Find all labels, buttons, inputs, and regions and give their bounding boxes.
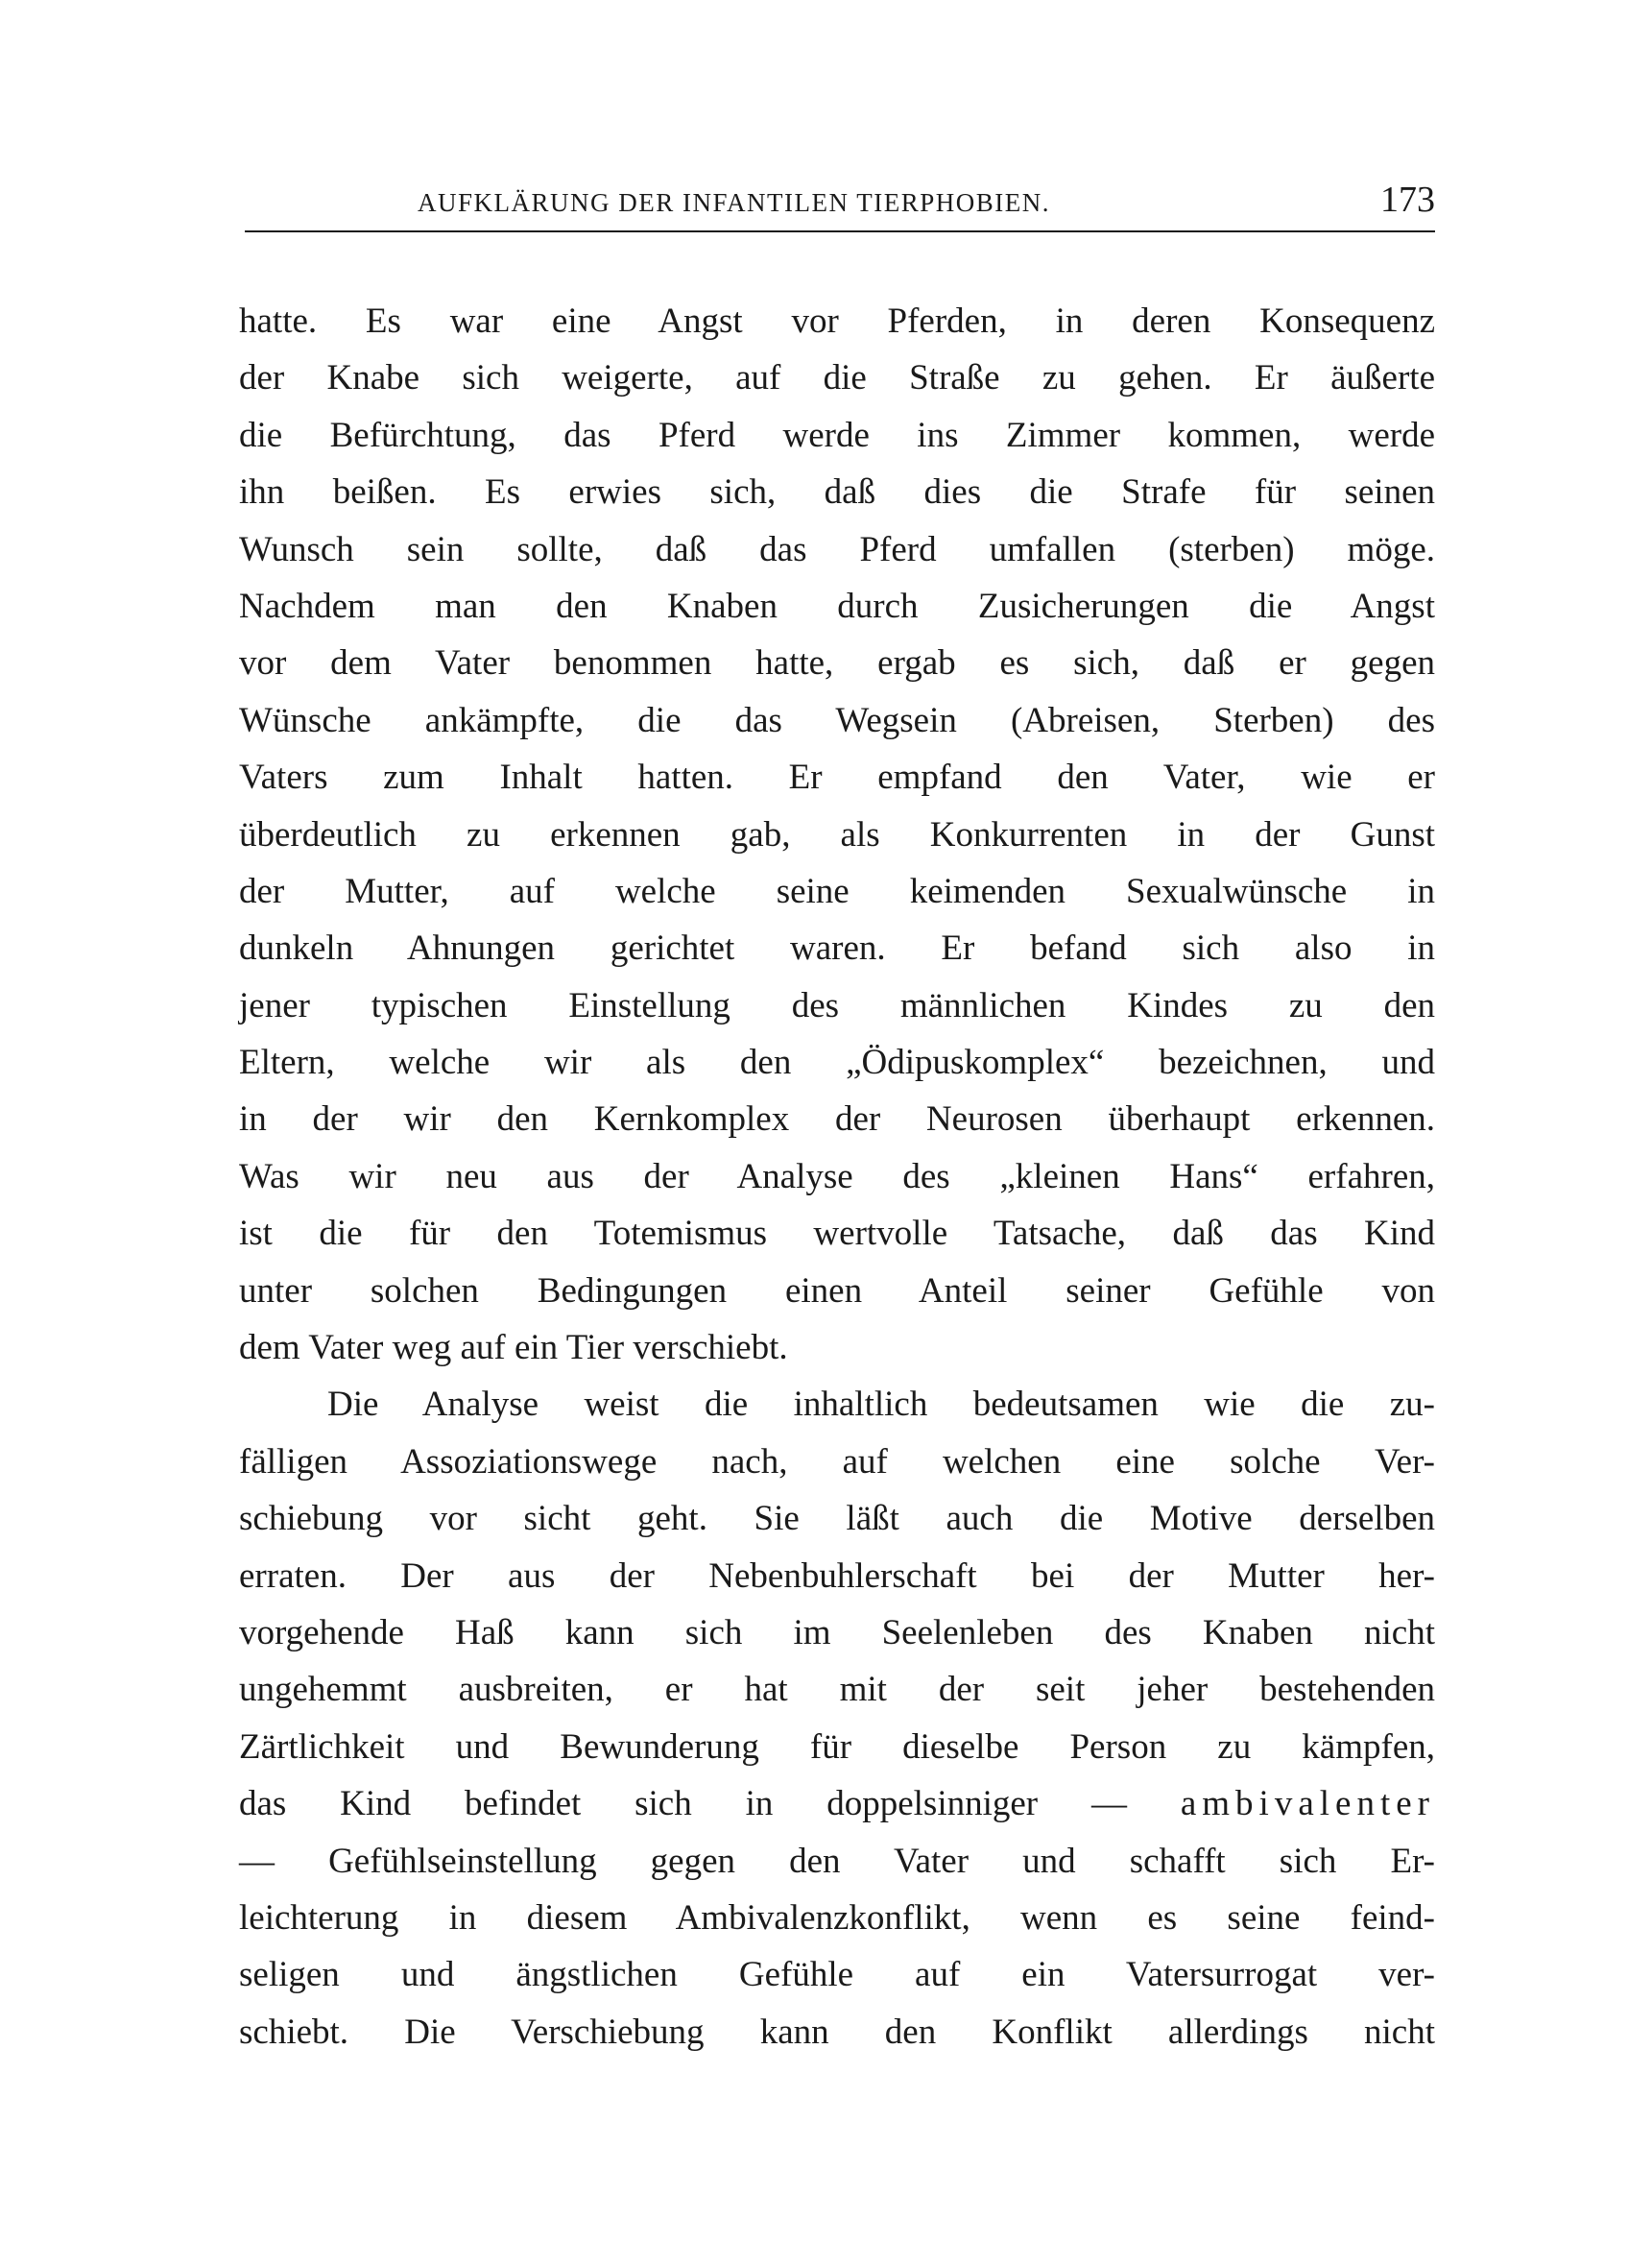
text-line: vorgehende Haß kann sich im Seelenleben des Knaben nicht: [239, 1612, 1435, 1652]
text-line: seligen und ängstlichen Gefühle auf ein Vatersurrogat ver-: [239, 1955, 1435, 1995]
text-line: jener typischen Einstellung des männlichen Kindes zu den: [239, 985, 1435, 1025]
running-title: AUFKLÄRUNG DER INFANTILEN TIERPHOBIEN.: [418, 188, 1050, 217]
text-line: vor dem Vater benommen hatte, ergab es sich, daß er gegen: [239, 643, 1435, 684]
text-line: Nachdem man den Knaben durch Zusicherungen die Angst: [239, 586, 1435, 626]
text-line: Eltern, welche wir als den „Ödipuskomplex“ bezeichnen, und: [239, 1043, 1435, 1083]
emphasized-word: ambivalenter: [1180, 1784, 1435, 1824]
text-line-paragraph-end: dem Vater weg auf ein Tier verschiebt.: [239, 1328, 788, 1368]
text-line: ungehemmt ausbreiten, er hat mit der seit jeher bestehenden: [239, 1670, 1435, 1710]
text-line: überdeutlich zu erkennen gab, als Konkurrenten in der Gunst: [239, 814, 1435, 855]
text-line: hatte. Es war eine Angst vor Pferden, in deren Konsequenz: [239, 301, 1435, 341]
text-line: ihn beißen. Es erwies sich, daß dies die Strafe für seinen: [239, 472, 1435, 513]
text-line: Wunsch sein sollte, daß das Pferd umfallen (sterben) möge.: [239, 529, 1435, 569]
text-line: Vaters zum Inhalt hatten. Er empfand den Vater, wie er: [239, 758, 1435, 798]
text-line: Zärtlichkeit und Bewunderung für dieselbe Person zu kämpfen,: [239, 1726, 1435, 1767]
page-number: 173: [1380, 180, 1435, 220]
text-line: ist die für den Totemismus wertvolle Tatsache, daß das Kind: [239, 1214, 1435, 1254]
header-rule: [245, 230, 1435, 232]
text-line: — Gefühlseinstellung gegen den Vater und schafft sich Er-: [239, 1841, 1435, 1881]
text-line: leichterung in diesem Ambivalenzkonflikt, wenn es seine feind-: [239, 1897, 1435, 1938]
text-line: Wünsche ankämpfte, die das Wegsein (Abreisen, Sterben) des: [239, 700, 1435, 740]
text-line: erraten. Der aus der Nebenbuhlerschaft bei der Mutter her-: [239, 1555, 1435, 1596]
text-line: der Mutter, auf welche seine keimenden Sexualwünsche in: [239, 871, 1435, 911]
text-line: Was wir neu aus der Analyse des „kleinen Hans“ erfahren,: [239, 1156, 1435, 1196]
text-line: [239, 1775, 1435, 1832]
text-line: fälligen Assoziationswege nach, auf welchen eine solche Ver-: [239, 1441, 1435, 1482]
text-line: der Knabe sich weigerte, auf die Straße zu gehen. Er äußerte: [239, 358, 1435, 398]
text-line: in der wir den Kernkomplex der Neurosen überhaupt erkennen.: [239, 1099, 1435, 1140]
body-text: [239, 293, 1435, 2061]
text-line: schiebt. Die Verschiebung kann den Konflikt allerdings nicht: [239, 2012, 1435, 2052]
text-line-paragraph-start: Die Analyse weist die inhaltlich bedeutsamen wie die zu-: [327, 1385, 1435, 1425]
text-line: dunkeln Ahnungen gerichtet waren. Er befand sich also in: [239, 928, 1435, 969]
text-line: unter solchen Bedingungen einen Anteil seiner Gefühle von: [239, 1270, 1435, 1311]
text-line: schiebung vor sicht geht. Sie läßt auch die Motive derselben: [239, 1499, 1435, 1539]
text-segment: das Kind befindet sich in doppelsinniger —: [239, 1784, 1127, 1824]
text-line: die Befürchtung, das Pferd werde ins Zimmer kommen, werde: [239, 415, 1435, 455]
running-head: [245, 179, 1435, 227]
